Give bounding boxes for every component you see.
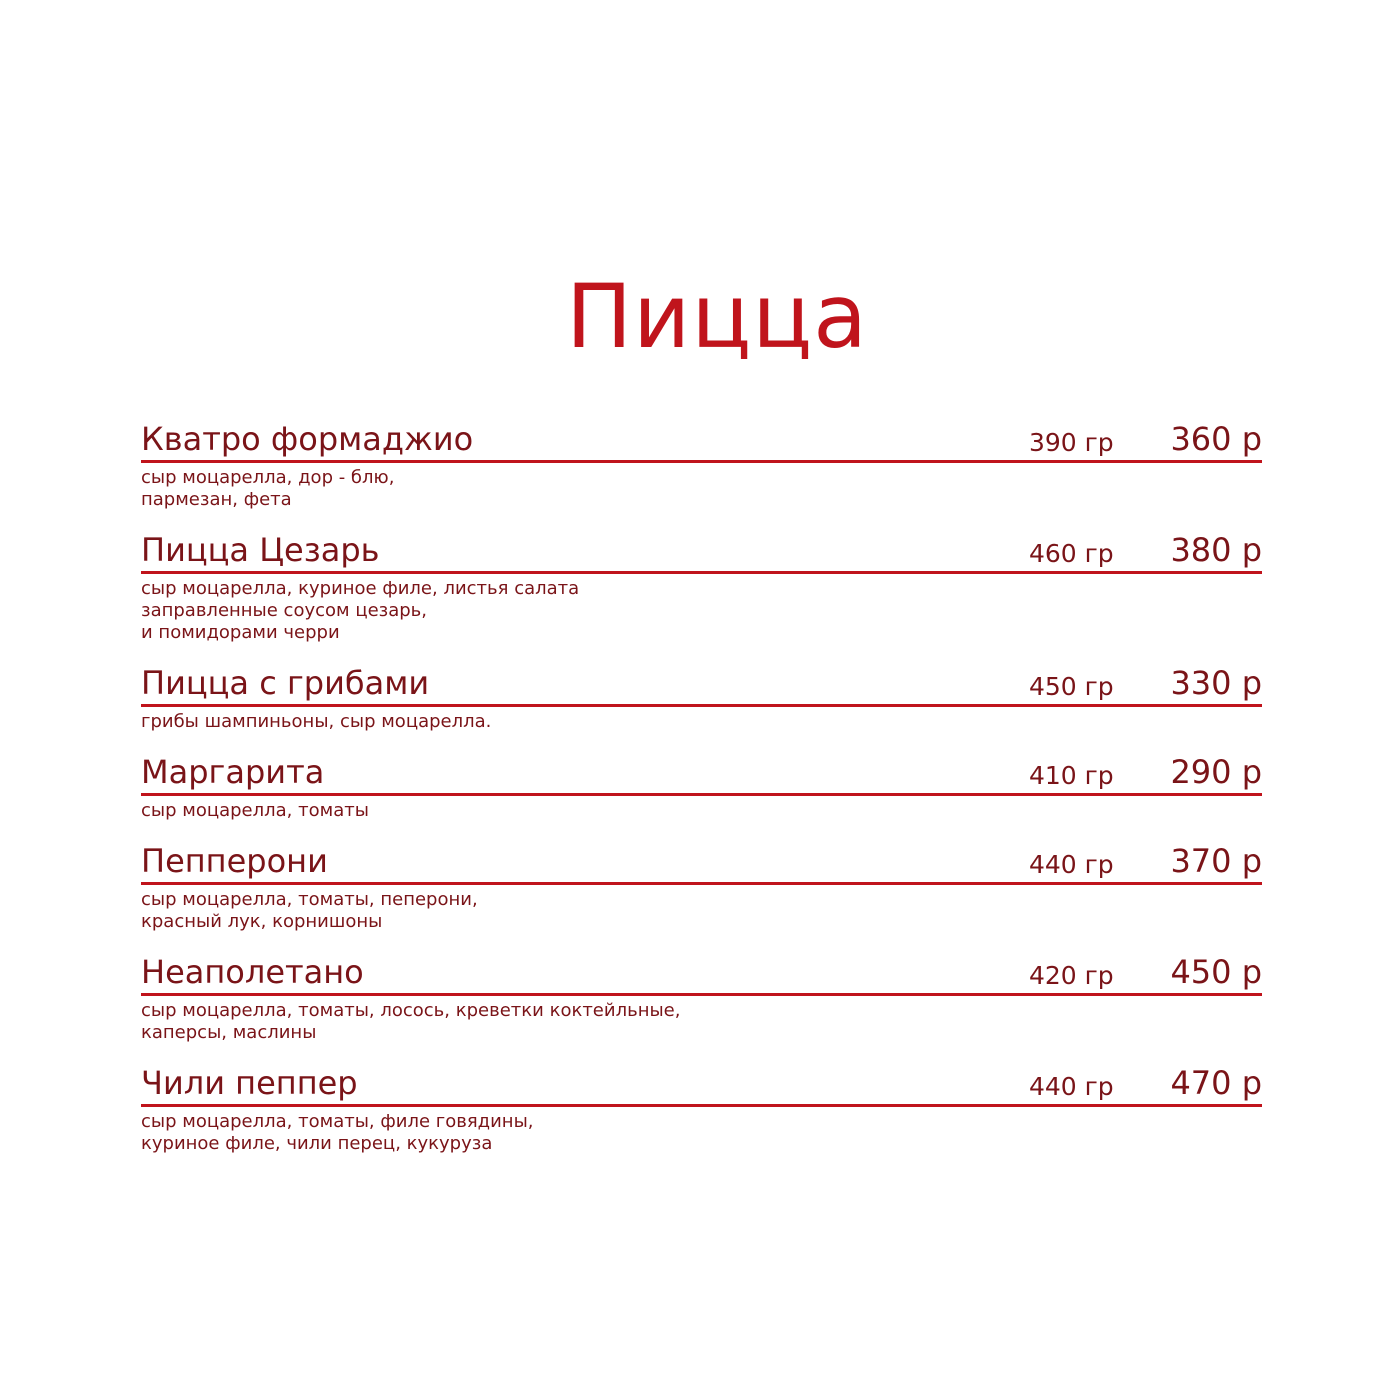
menu-item-name: Пепперони — [141, 842, 328, 880]
menu-item-weight: 450 гр — [1029, 672, 1114, 701]
menu-item-header — [141, 949, 1262, 996]
menu-item-name: Пицца Цезарь — [141, 531, 380, 569]
description-line: сыр моцарелла, томаты, филе говядины, — [141, 1111, 534, 1132]
menu-item-description — [141, 1111, 1262, 1155]
menu-item — [141, 949, 1262, 1044]
menu-item — [141, 1060, 1262, 1155]
menu-item — [141, 838, 1262, 933]
description-line: куриное филе, чили перец, кукуруза — [141, 1133, 493, 1154]
menu-item-price: 380 р — [1170, 531, 1262, 569]
menu-item-header — [141, 749, 1262, 796]
menu-item-weight: 460 гр — [1029, 539, 1114, 568]
menu-item-header — [141, 416, 1262, 463]
menu-item-price: 290 р — [1170, 753, 1262, 791]
description-line: пармезан, фета — [141, 489, 292, 510]
description-line: и помидорами черри — [141, 622, 340, 643]
menu-item — [141, 749, 1262, 822]
menu-item — [141, 527, 1262, 644]
description-line: сыр моцарелла, томаты — [141, 800, 369, 821]
menu-item-weight: 410 гр — [1029, 761, 1114, 790]
menu-item-name: Маргарита — [141, 753, 325, 791]
description-line: сыр моцарелла, дор - блю, — [141, 467, 395, 488]
menu-item-price: 370 р — [1170, 842, 1262, 880]
description-line: грибы шампиньоны, сыр моцарелла. — [141, 711, 492, 732]
menu-item-name: Пицца с грибами — [141, 664, 430, 702]
menu-item-price: 450 р — [1170, 953, 1262, 991]
menu-item-name: Кватро формаджио — [141, 420, 474, 458]
menu-item — [141, 416, 1262, 511]
description-line: заправленные соусом цезарь, — [141, 600, 428, 621]
menu-item-header — [141, 838, 1262, 885]
menu-item-header — [141, 527, 1262, 574]
menu-item-description — [141, 889, 1262, 933]
menu-item-name: Неаполетано — [141, 953, 364, 991]
menu-item-description — [141, 711, 1262, 733]
menu-item-header — [141, 660, 1262, 707]
menu-item-weight: 420 гр — [1029, 961, 1114, 990]
description-line: сыр моцарелла, томаты, лосось, креветки коктейльные, — [141, 1000, 681, 1021]
menu-item-price: 470 р — [1170, 1064, 1262, 1102]
menu-item-name: Чили пеппер — [141, 1064, 358, 1102]
description-line: красный лук, корнишоны — [141, 911, 383, 932]
menu-item-price: 360 р — [1170, 420, 1262, 458]
menu-item-weight: 390 гр — [1029, 428, 1114, 457]
menu-item-weight: 440 гр — [1029, 850, 1114, 879]
menu-item-description — [141, 800, 1262, 822]
description-line: сыр моцарелла, куриное филе, листья салата — [141, 578, 580, 599]
menu-item-price: 330 р — [1170, 664, 1262, 702]
description-line: сыр моцарелла, томаты, пеперони, — [141, 889, 478, 910]
menu-item-header — [141, 1060, 1262, 1107]
description-line: каперсы, маслины — [141, 1022, 317, 1043]
menu-item-weight: 440 гр — [1029, 1072, 1114, 1101]
page-title: Пицца — [565, 265, 869, 368]
menu-item — [141, 660, 1262, 733]
menu-item-description — [141, 578, 1262, 644]
menu-item-description — [141, 1000, 1262, 1044]
menu-item-description — [141, 467, 1262, 511]
